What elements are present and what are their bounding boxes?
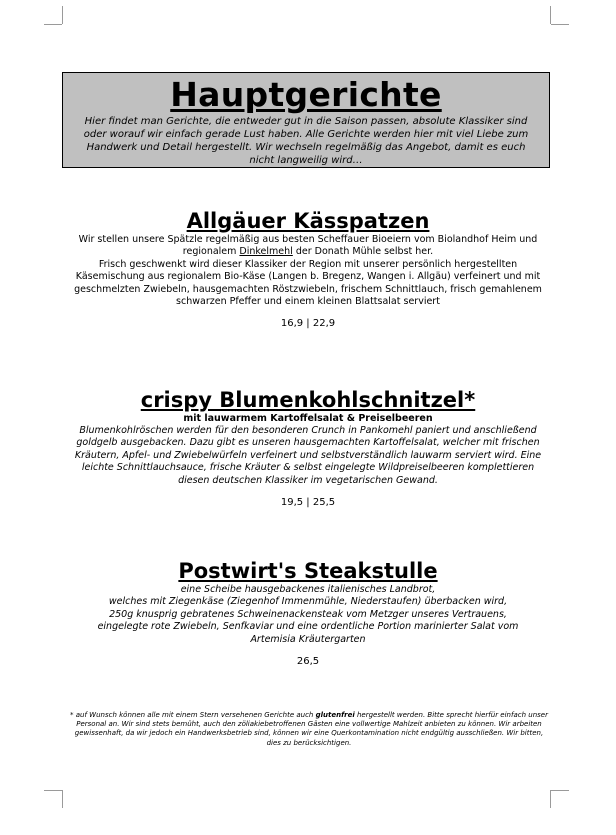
dish-description [72,234,544,308]
desc-line: welches mit Ziegenkäse (Ziegenhof Immenmühle, Niederstaufen) überbacken wird, [108,596,508,608]
desc-line: geschmelzten Zwiebeln, hausgemachten Röstzwiebeln, frischem Schnittlauch, frisch gemahlenem [74,283,542,295]
intro-text: Hier findet man Gerichte, die entweder gut in die Saison passen, absolute Klassiker sind oder worauf wir einfach gerade Lust haben. Alle Gerichte werden hier mit viel Liebe zum Handwerk und Detail hergestellt. Wir wechseln regelmäßig das Angebot, damit es euch nicht langweilig wird… [83,116,529,166]
desc-line: diesen deutschen Klassiker im vegetarischen Gewand. [178,474,438,486]
footnote-bold: glutenfrei [315,711,355,719]
crop-mark [62,6,63,24]
dish-title: Postwirt's Steakstulle [178,559,438,583]
footnote [70,711,548,748]
crop-mark [551,24,569,25]
desc-line: schwarzen Pfeffer und einem kleinen Blattsalat serviert [176,296,440,308]
dish-price: 16,9 | 22,9 [280,318,336,330]
crop-mark [550,790,551,808]
desc-underlined: Dinkelmehl [239,246,293,258]
desc-line: Blumenkohlröschen werden für den besonderen Crunch in Pankomehl paniert und anschließend [79,425,537,436]
dish-blumenkohlschnitzel [72,387,544,509]
dish-title: Allgäuer Kässpatzen [186,209,430,233]
desc-line: Wir stellen unsere Spätzle regelmäßig aus besten Scheffauer Bioeiern vom Biolandhof Heim und [78,234,538,245]
desc-line: Frisch geschwenkt wird dieser Klassiker der Region mit unserer persönlich hergestellten [98,258,518,270]
footnote-text: hergestellt werden. Bitte sprecht hierfür einfach unser Personal an. Wir sind stets bemüht, auch den zöliakiebetroffenen Gästen eine vollwertige Mahlzeit anbieten zu können. Wir arbeiten gewissenhaft, da wir jedoch ein Handwerksbetrieb sind, können wir eine Querkontamination nicht endgültig ausschließen. Wir bitten, dies zu berücksichtigen. [74,711,548,747]
crop-mark [550,6,551,24]
crop-mark [551,790,569,791]
desc-line: eingelegte rote Zwiebeln, Senfkaviar und eine ordentliche Portion marinierter Salat vom [97,621,519,633]
desc-line: goldgelb ausgebacken. Dazu gibt es unseren hausgemachten Kartoffelsalat, welcher mit frischen [76,437,540,449]
desc-line: Artemisia Kräutergarten [250,633,366,645]
desc-line: 250g knusprig gebratenes Schweinenackensteak vom Metzger unseres Vertrauens, [109,608,507,620]
header-box [62,72,550,168]
dish-description [72,425,544,487]
dish-description [72,584,544,646]
dish-subtitle: mit lauwarmem Kartoffelsalat & Preiselbeeren [183,413,433,424]
dish-title: crispy Blumenkohlschnitzel* [140,388,476,412]
dish-steakstulle [72,558,544,668]
desc-line: Käsemischung aus regionalem Bio-Käse (Langen b. Bregenz, Wangen i. Allgäu) verfeinert und mit [75,271,541,283]
desc-line: der Donath Mühle selbst her. [292,246,434,258]
desc-line: leichte Schnittlauchsauce, frische Kräuter & selbst eingelegte Wildpreiselbeeren komplettieren [81,462,535,474]
desc-line: Kräutern, Apfel- und Zwiebelwürfeln verfeinert und selbstverständlich lauwarm serviert wird. Eine [74,449,542,461]
dish-price: 19,5 | 25,5 [280,497,336,509]
page-title: Hauptgerichte [170,75,442,114]
dish-price: 26,5 [296,656,320,668]
desc-line: regionalem [182,246,240,258]
footnote-text: * auf Wunsch können alle mit einem Stern versehenen Gerichte auch [70,711,316,719]
desc-line: eine Scheibe hausgebackenes italienisches Landbrot, [180,584,436,595]
crop-mark [62,790,63,808]
crop-mark [44,24,62,25]
dish-allgaeuer-kaesspatzen [72,208,544,330]
crop-mark [44,790,62,791]
